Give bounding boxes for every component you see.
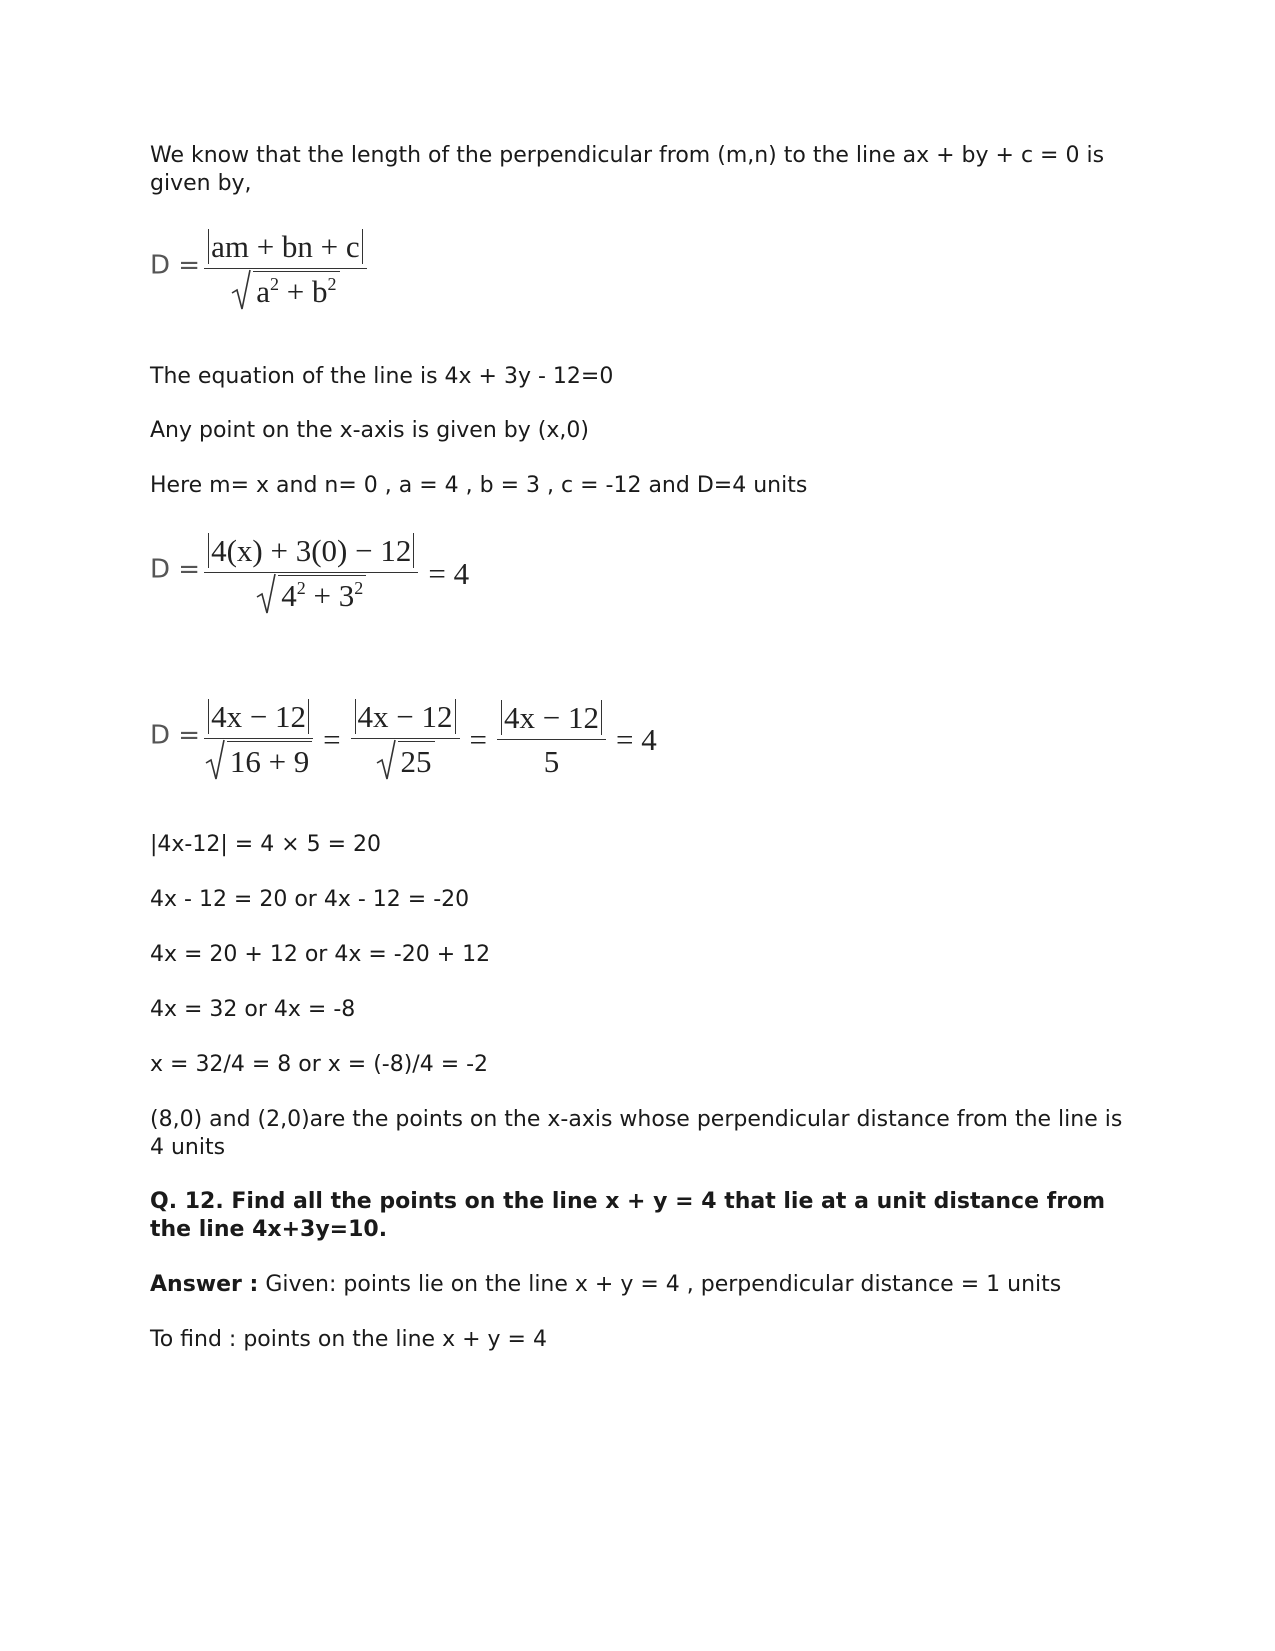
formula-fraction: [204, 532, 418, 616]
answer-text: Given: points lie on the line x + y = 4 , perpendicular distance = 1 units: [258, 1272, 1062, 1297]
conclusion-text: (8,0) and (2,0)are the points on the x-axis whose perpendicular distance from the line is 4 units: [150, 1107, 1123, 1160]
fraction-1: [204, 698, 313, 782]
exp-a: 2: [270, 274, 280, 294]
formula-d-label: D =: [150, 250, 201, 281]
sqrt-symbol: [376, 741, 435, 782]
plus-sign: +: [313, 578, 331, 613]
formula-den-a: a: [256, 274, 271, 309]
formula-numerator: am + bn + c: [208, 229, 363, 264]
formula-d-label: D =: [150, 554, 201, 585]
denominator-2: 25: [398, 741, 435, 782]
x-axis-point-text: Any point on the x-axis is given by (x,0): [150, 418, 589, 443]
case-step-2: 4x = 20 + 12 or 4x = -20 + 12: [150, 942, 491, 967]
absolute-value-step: |4x-12| = 4 × 5 = 20: [150, 832, 382, 857]
sqrt-symbol: [231, 271, 339, 312]
line-equation-text: The equation of the line is 4x + 3y - 12=0: [150, 364, 614, 389]
case-step-3: 4x = 32 or 4x = -8: [150, 997, 356, 1022]
formula-fraction: [204, 228, 367, 312]
sqrt-symbol: [205, 741, 312, 782]
exp-a: 2: [296, 578, 306, 598]
denominator-1: 16 + 9: [227, 741, 312, 782]
fraction-2: [351, 698, 460, 782]
formula-den-a: 4: [281, 578, 297, 613]
sqrt-symbol: [256, 575, 366, 616]
formula-den-b: 3: [338, 578, 355, 613]
formula-numerator: 4(x) + 3(0) − 12: [208, 533, 414, 568]
equals-sign: =: [469, 722, 488, 757]
case-step-4: x = 32/4 = 8 or x = (-8)/4 = -2: [150, 1052, 489, 1077]
equals-sign: =: [323, 722, 341, 757]
intro-text: We know that the length of the perpendicular from (m,n) to the line ax + by + c = 0 is given by,: [150, 143, 1105, 196]
exp-b: 2: [354, 578, 364, 598]
case-step-1: 4x - 12 = 20 or 4x - 12 = -20: [150, 887, 470, 912]
fraction-3: [497, 699, 606, 782]
denominator-3: 5: [543, 743, 560, 779]
answer-label: Answer :: [150, 1272, 259, 1297]
formula-result: = 4: [428, 556, 470, 591]
formula-d-label: D =: [150, 720, 201, 751]
simplified-formula: [150, 698, 663, 782]
substituted-formula: [150, 532, 475, 616]
numerator-1: 4x − 12: [208, 699, 309, 734]
formula-den-b: b: [312, 274, 328, 309]
exp-b: 2: [327, 274, 337, 294]
values-text: Here m= x and n= 0 , a = 4 , b = 3 , c = -12 and D=4 units: [150, 473, 808, 498]
answer-line: [150, 1271, 1125, 1299]
formula-result: = 4: [616, 722, 657, 757]
question-12: Q. 12. Find all the points on the line x + y = 4 that lie at a unit distance from the line 4x+3y=10.: [150, 1189, 1106, 1242]
to-find-text: To find : points on the line x + y = 4: [150, 1327, 547, 1352]
distance-formula: [150, 228, 367, 312]
numerator-3: 4x − 12: [501, 700, 602, 735]
plus-sign: +: [286, 274, 305, 309]
numerator-2: 4x − 12: [355, 699, 456, 734]
